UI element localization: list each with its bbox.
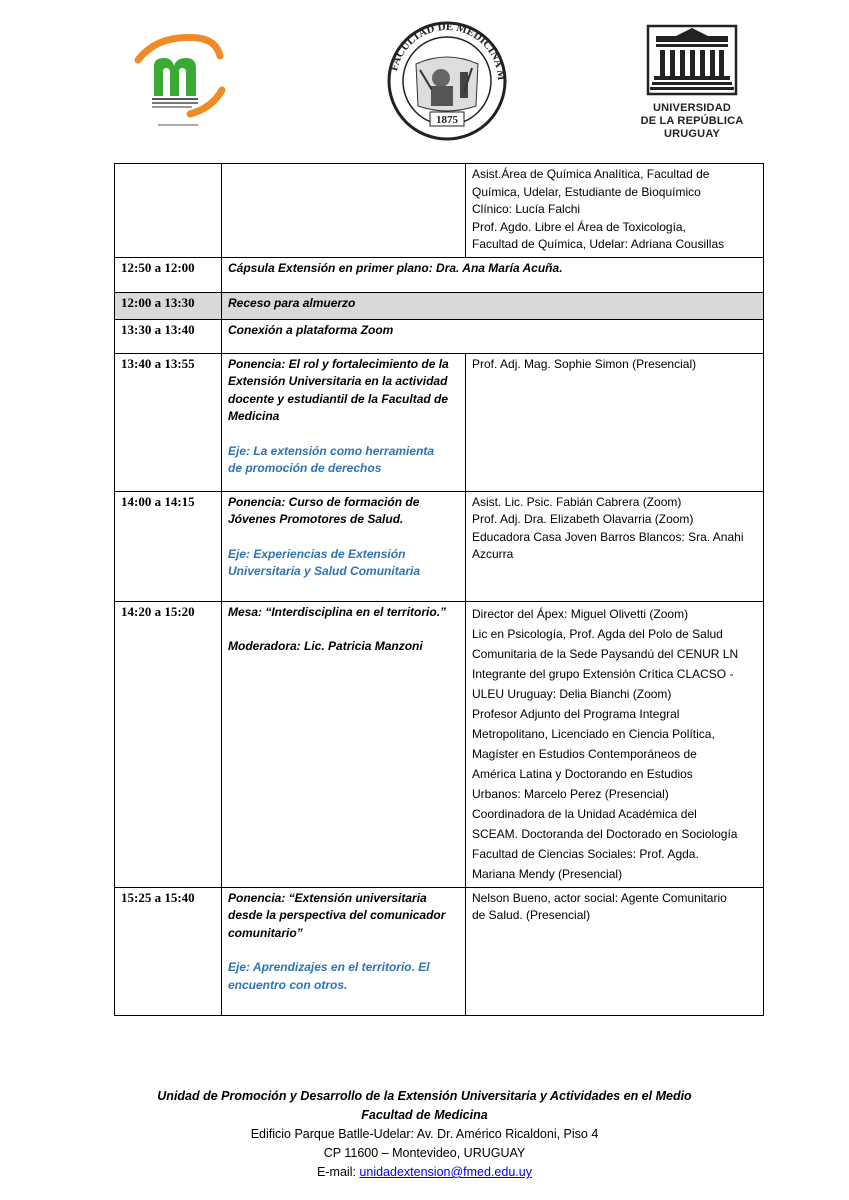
- time-cell: 14:00 a 14:15: [115, 491, 222, 601]
- participant-line: Asist.Área de Química Analítica, Facultad de: [472, 167, 710, 181]
- time-cell: 15:25 a 15:40: [115, 887, 222, 1015]
- schedule-row: [115, 257, 764, 292]
- participants-cell: [466, 887, 764, 1015]
- svg-text:FACULTAD DE MEDICINA MONTEVIDE: FACULTAD DE MEDICINA M: [388, 20, 508, 81]
- schedule-row: [115, 319, 764, 353]
- activity-line: Jóvenes Promotores de Salud.: [228, 512, 404, 526]
- participant-line: Profesor Adjunto del Programa Integral: [472, 706, 680, 721]
- activity-line: Cápsula Extensión en primer plano: Dra. Ana María Acuña.: [228, 260, 563, 275]
- footer: [0, 1087, 849, 1182]
- participant-line: Azcurra: [472, 547, 514, 561]
- axis-theme: [228, 443, 459, 478]
- activity-cell: [222, 292, 764, 319]
- footer-email-label: E-mail:: [317, 1165, 360, 1179]
- schedule-row: [115, 164, 764, 258]
- participant-line: Química, Udelar, Estudiante de Bioquímico: [472, 184, 701, 199]
- moderator-label: Moderadora: Lic. Patricia Manzoni: [228, 639, 423, 653]
- participant-line: Nelson Bueno, actor social: Agente Comunitario: [472, 890, 727, 905]
- time-cell: 12:50 a 12:00: [115, 257, 222, 292]
- activity-line: docente y estudiantil de la Facultad de: [228, 391, 449, 406]
- participant-line: Clínico: Lucía Falchi: [472, 202, 581, 216]
- axis-theme-line: Eje: La extensión como herramienta: [228, 443, 435, 458]
- time-cell: 12:00 a 13:30: [115, 292, 222, 319]
- participant-line: de Salud. (Presencial): [472, 908, 591, 922]
- time-cell: 14:20 a 15:20: [115, 601, 222, 887]
- activity-line: Mesa: “Interdisciplina en el territorio.”: [228, 604, 447, 619]
- schedule-row: [115, 292, 764, 319]
- participants-cell: [466, 601, 764, 887]
- schedule-row: [115, 353, 764, 491]
- activity-cell: [222, 887, 466, 1015]
- participant-line: América Latina y Doctorando en Estudios: [472, 766, 693, 781]
- participant-line: Coordinadora de la Unidad Académica del: [472, 806, 697, 821]
- axis-theme-line: Eje: Aprendizajes en el territorio. El: [228, 960, 430, 974]
- schedule-table: [114, 163, 764, 1016]
- participant-line: Facultad de Química, Udelar: Adriana Cousillas: [472, 237, 725, 251]
- axis-theme-line: Eje: Experiencias de Extensión: [228, 546, 406, 561]
- time-cell: 13:40 a 13:55: [115, 353, 222, 491]
- axis-theme-line: encuentro con otros.: [228, 977, 348, 992]
- participant-line: Prof. Agdo. Libre el Área de Toxicología,: [472, 219, 686, 234]
- participant-line: Comunitaria de la Sede Paysandú del CENUR LN: [472, 646, 739, 661]
- footer-postal: CP 11600 – Montevideo, URUGUAY: [323, 1146, 526, 1160]
- university-name-line3: URUGUAY: [663, 128, 720, 140]
- unit-logo: [128, 30, 228, 132]
- activity-line: Conexión a plataforma Zoom: [228, 322, 394, 337]
- schedule-row: [115, 491, 764, 601]
- activity-line: Ponencia: “Extensión universitaria: [228, 890, 427, 905]
- axis-theme: [228, 546, 459, 581]
- participant-line: Asist. Lic. Psic. Fabián Cabrera (Zoom): [472, 494, 682, 509]
- schedule-row: [115, 887, 764, 1015]
- activity-line: Extensión Universitaria en la actividad: [228, 374, 448, 388]
- participant-line: Director del Ápex: Miguel Olivetti (Zoom): [472, 606, 689, 621]
- footer-address: Edificio Parque Batlle-Udelar: Av. Dr. Américo Ricaldoni, Piso 4: [250, 1127, 599, 1141]
- axis-theme: [228, 959, 459, 994]
- activity-line: Medicina: [228, 409, 280, 423]
- participant-line: Lic en Psicología, Prof. Agda del Polo de Salud: [472, 626, 723, 641]
- footer-faculty-name: Facultad de Medicina: [361, 1108, 488, 1122]
- time-cell: [115, 164, 222, 258]
- university-building-icon: [646, 24, 738, 96]
- participant-line: Urbanos: Marcelo Perez (Presencial): [472, 786, 669, 801]
- participant-line: Mariana Mendy (Presencial): [472, 866, 623, 881]
- participant-line: Metropolitano, Licenciado en Ciencia Política,: [472, 726, 715, 741]
- schedule-row: [115, 601, 764, 887]
- participant-line: Integrante del grupo Extensión Crítica CLACSO -: [472, 666, 734, 681]
- participants-cell: [466, 164, 764, 258]
- svg-text:1875: 1875: [436, 114, 458, 126]
- participants-cell: [466, 491, 764, 601]
- activity-line: Ponencia: El rol y fortalecimiento de la: [228, 356, 449, 371]
- participant-line: SCEAM. Doctoranda del Doctorado en Sociología: [472, 826, 738, 841]
- footer-email-link[interactable]: unidadextension@fmed.edu.uy: [359, 1165, 532, 1179]
- activity-cell: [222, 353, 466, 491]
- activity-line: Receso para almuerzo: [228, 295, 356, 310]
- participant-line: Prof. Adj. Mag. Sophie Simon (Presencial): [472, 356, 697, 371]
- axis-theme-line: de promoción de derechos: [228, 461, 382, 475]
- participant-line: Educadora Casa Joven Barros Blancos: Sra. Anahi: [472, 529, 744, 544]
- footer-email-line: [0, 1163, 849, 1182]
- activity-line: desde la perspectiva del comunicador: [228, 908, 446, 922]
- participant-line: ULEU Uruguay: Delia Bianchi (Zoom): [472, 686, 672, 701]
- participant-line: Facultad de Ciencias Sociales: Prof. Agda.: [472, 846, 699, 861]
- participants-cell: [466, 353, 764, 491]
- activity-cell: [222, 601, 466, 887]
- activity-line: comunitario”: [228, 925, 303, 940]
- faculty-seal: [386, 20, 508, 142]
- activity-cell: [222, 164, 466, 258]
- participant-line: Prof. Adj. Dra. Elizabeth Olavarria (Zoom): [472, 512, 694, 526]
- time-cell: 13:30 a 13:40: [115, 319, 222, 353]
- footer-unit-name: Unidad de Promoción y Desarrollo de la Extensión Universitaria y Actividades en el Medio: [157, 1089, 692, 1103]
- activity-cell: [222, 257, 764, 292]
- activity-line: Ponencia: Curso de formación de: [228, 494, 420, 509]
- activity-cell: [222, 319, 764, 353]
- axis-theme-line: Universitaria y Salud Comunitaria: [228, 564, 421, 578]
- activity-cell: [222, 491, 466, 601]
- participant-line: Magíster en Estudios Contemporáneos de: [472, 746, 697, 761]
- university-logo: [638, 24, 746, 148]
- university-name-line2: DE LA REPÚBLICA: [640, 115, 744, 127]
- university-name-line1: UNIVERSIDAD: [653, 102, 731, 114]
